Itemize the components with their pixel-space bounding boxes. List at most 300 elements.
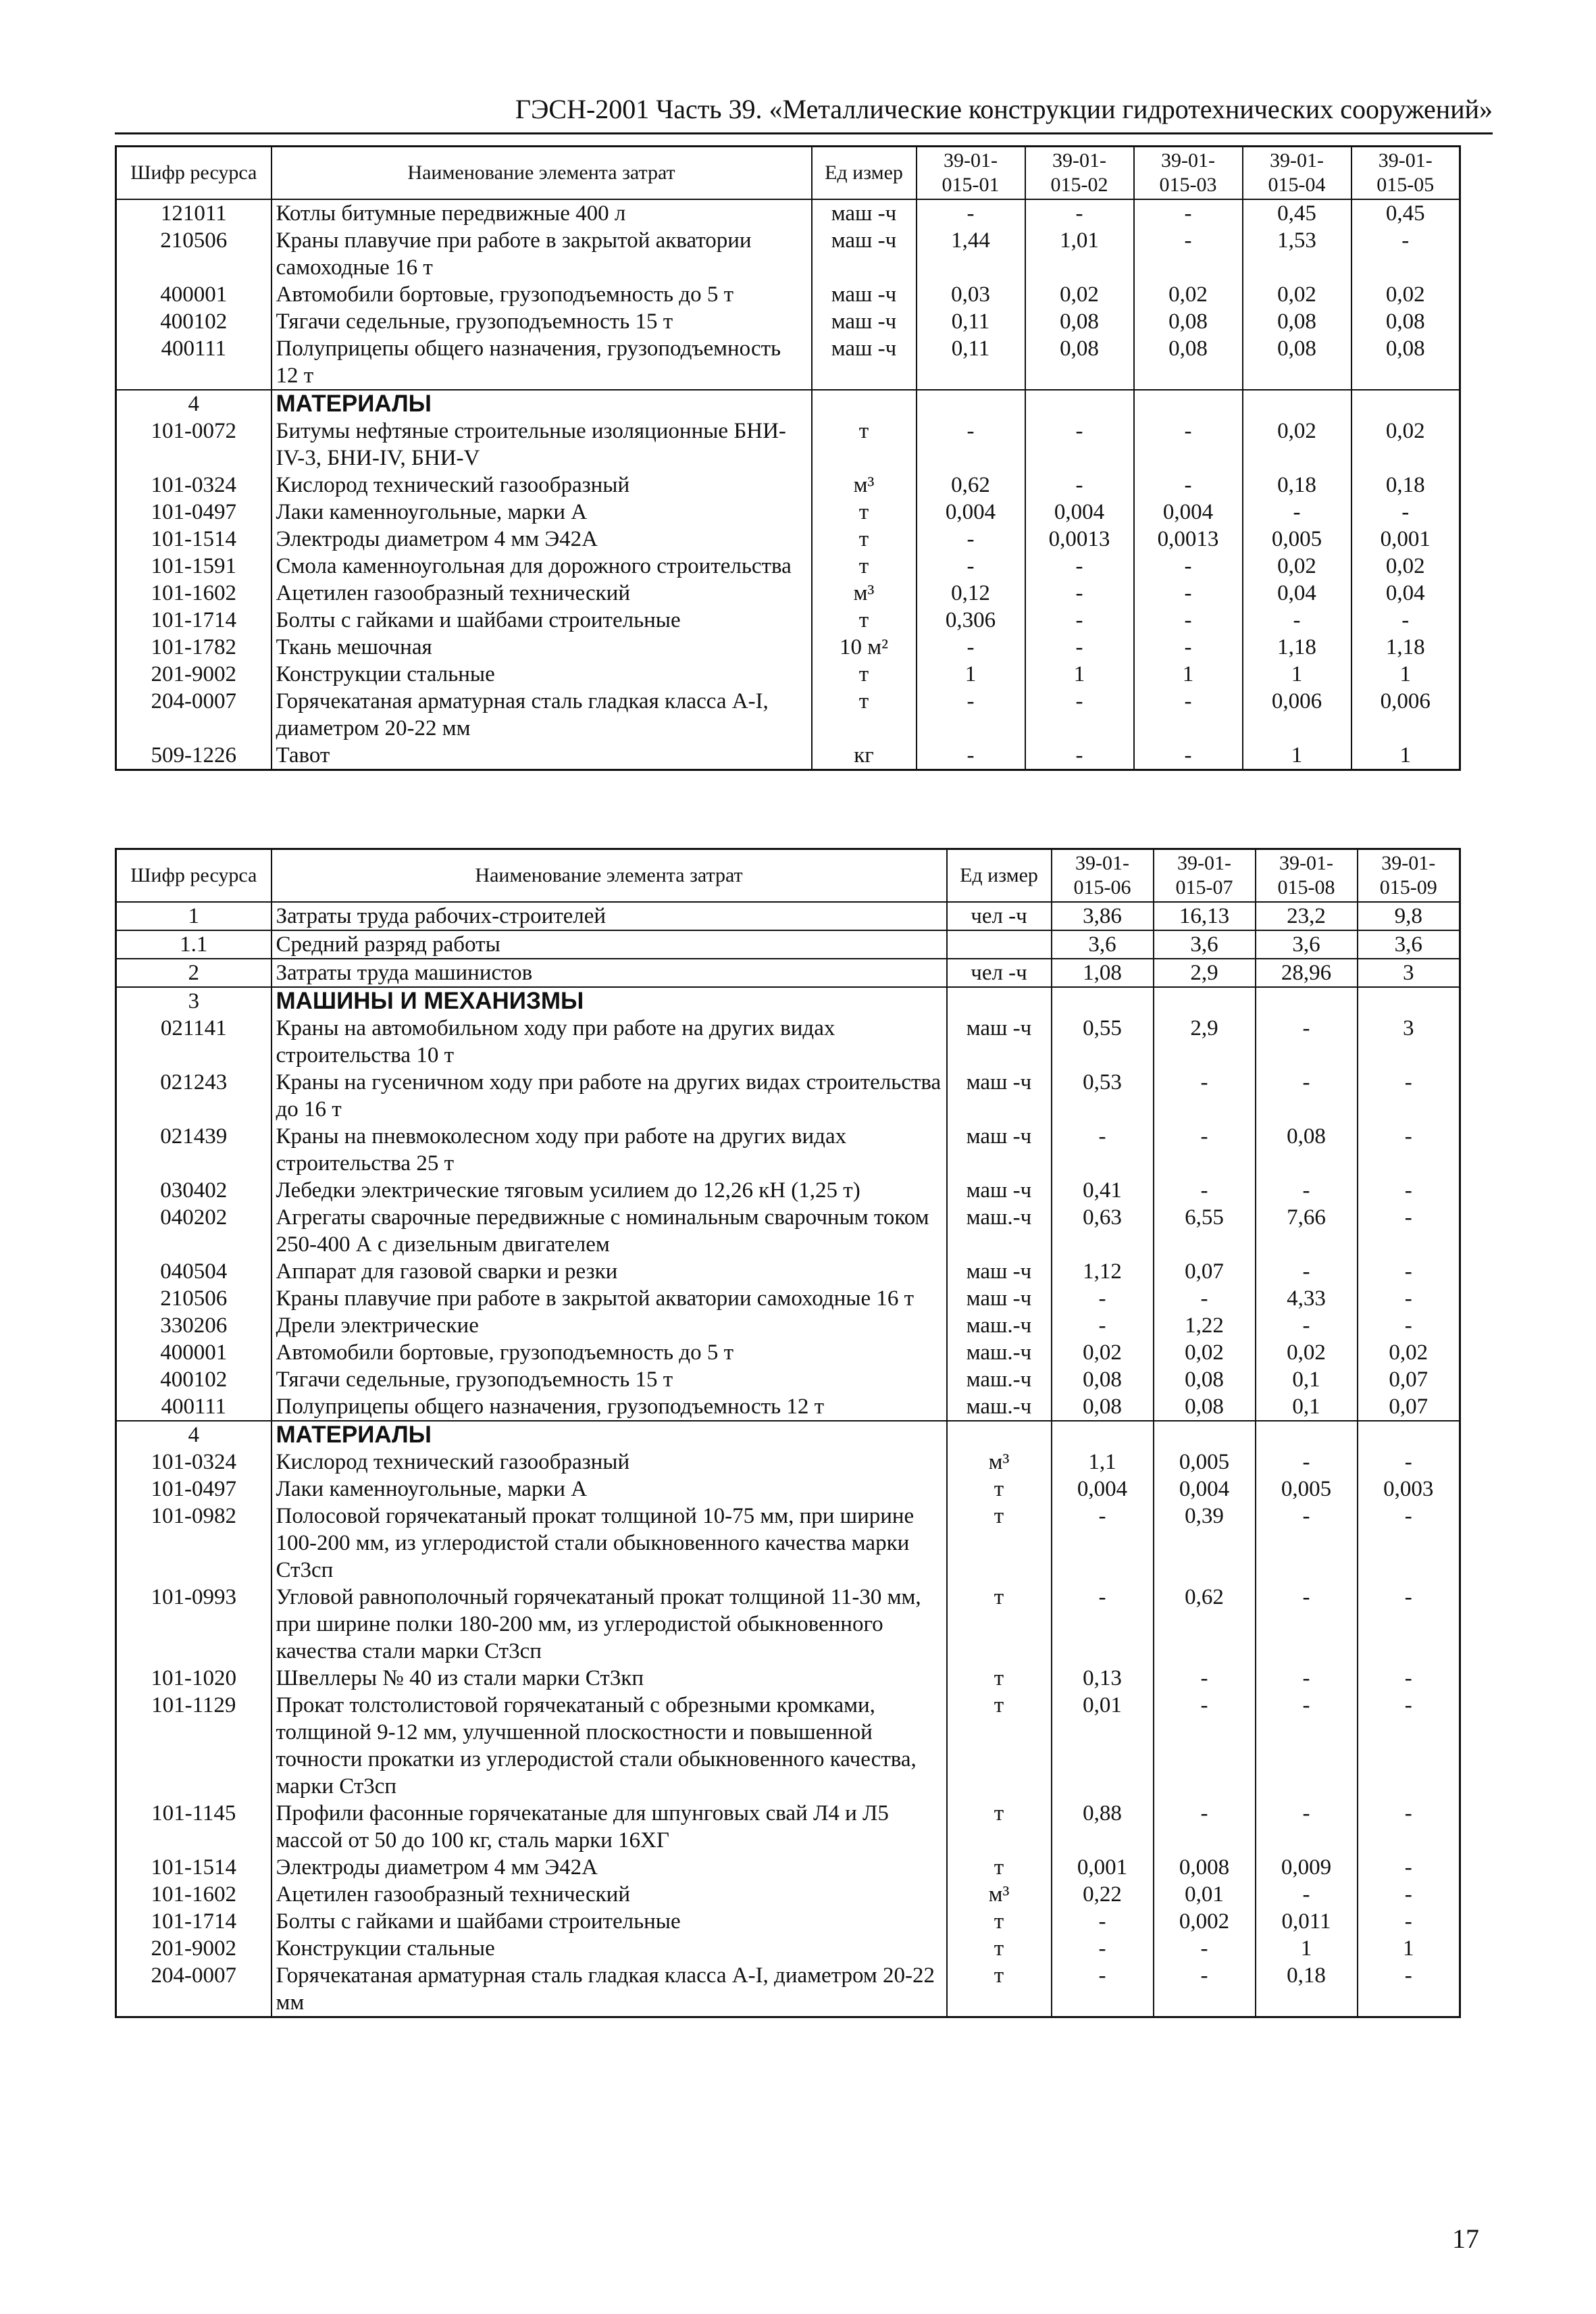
value-cell: 0,02 bbox=[1025, 281, 1134, 308]
value-cell: 0,08 bbox=[1025, 308, 1134, 335]
table-row bbox=[116, 1123, 1460, 1177]
value-cell: - bbox=[1134, 607, 1243, 634]
resource-name: Кислород технический газообразный bbox=[272, 1449, 947, 1476]
value-cell: 1,18 bbox=[1243, 634, 1352, 661]
resource-code: 101-0497 bbox=[116, 499, 272, 526]
unit-cell: т bbox=[947, 1962, 1052, 2017]
value-cell: - bbox=[1358, 1800, 1460, 1854]
value-cell bbox=[1025, 390, 1134, 418]
value-cell: - bbox=[1025, 688, 1134, 742]
value-cell: - bbox=[917, 526, 1025, 553]
unit-cell: маш -ч bbox=[947, 1123, 1052, 1177]
unit-cell: т bbox=[947, 1584, 1052, 1665]
value-cell: 9,8 bbox=[1358, 902, 1460, 930]
table-row bbox=[116, 959, 1460, 987]
unit-cell: м³ bbox=[812, 472, 917, 499]
value-cell: - bbox=[1025, 607, 1134, 634]
col-header-norm: 39-01- 015-02 bbox=[1025, 147, 1134, 199]
value-cell: 0,004 bbox=[1134, 499, 1243, 526]
value-cell: - bbox=[1256, 1015, 1358, 1069]
document-title: ГЭСН-2001 Часть 39. «Металлические конструкции гидротехнических сооружений» bbox=[115, 93, 1493, 134]
table-row bbox=[116, 1881, 1460, 1908]
unit-cell: т bbox=[812, 688, 917, 742]
unit-cell bbox=[947, 1421, 1052, 1449]
value-cell: 1 bbox=[1243, 742, 1352, 770]
value-cell: 0,005 bbox=[1154, 1449, 1256, 1476]
value-cell: - bbox=[1358, 1285, 1460, 1312]
resource-code: 509-1226 bbox=[116, 742, 272, 770]
table-row bbox=[116, 1177, 1460, 1204]
value-cell: 7,66 bbox=[1256, 1204, 1358, 1258]
value-cell: 1,53 bbox=[1243, 227, 1352, 281]
resource-code: 040202 bbox=[116, 1204, 272, 1258]
value-cell bbox=[1134, 390, 1243, 418]
value-cell: - bbox=[1052, 1503, 1154, 1584]
unit-cell: м³ bbox=[812, 580, 917, 607]
table-row bbox=[116, 499, 1460, 526]
value-cell: - bbox=[1154, 1800, 1256, 1854]
value-cell: 1 bbox=[1243, 661, 1352, 688]
value-cell: 0,004 bbox=[1025, 499, 1134, 526]
resource-code: 201-9002 bbox=[116, 661, 272, 688]
unit-cell: 10 м² bbox=[812, 634, 917, 661]
resource-name: Угловой равнополочный горячекатаный прокат толщиной 11-30 мм, при ширине полки 180-200 мм, из углеродистой обыкновенного качества стали марки Ст3сп bbox=[272, 1584, 947, 1665]
value-cell: 0,02 bbox=[1052, 1339, 1154, 1366]
value-cell: 0,006 bbox=[1352, 688, 1460, 742]
value-cell: 0,006 bbox=[1243, 688, 1352, 742]
value-cell: 0,08 bbox=[1134, 308, 1243, 335]
unit-cell: т bbox=[947, 1692, 1052, 1800]
value-cell: 0,001 bbox=[1352, 526, 1460, 553]
value-cell: - bbox=[1134, 580, 1243, 607]
value-cell: - bbox=[1358, 1503, 1460, 1584]
value-cell: - bbox=[1154, 1665, 1256, 1692]
value-cell: 0,11 bbox=[917, 308, 1025, 335]
value-cell: 0,08 bbox=[1256, 1123, 1358, 1177]
value-cell: 0,45 bbox=[1243, 199, 1352, 227]
unit-cell: маш -ч bbox=[947, 1177, 1052, 1204]
col-header-norm: 39-01- 015-08 bbox=[1256, 849, 1358, 902]
resource-code: 201-9002 bbox=[116, 1935, 272, 1962]
value-cell: 3 bbox=[1358, 1015, 1460, 1069]
value-cell: 0,02 bbox=[1134, 281, 1243, 308]
value-cell: 0,55 bbox=[1052, 1015, 1154, 1069]
resource-name: Профили фасонные горячекатаные для шпунговых свай Л4 и Л5 массой от 50 до 100 кг, сталь марки 16ХГ bbox=[272, 1800, 947, 1854]
value-cell: 0,18 bbox=[1243, 472, 1352, 499]
unit-cell: маш -ч bbox=[947, 1069, 1052, 1123]
value-cell bbox=[1154, 1421, 1256, 1449]
col-header-norm: 39-01- 015-05 bbox=[1352, 147, 1460, 199]
value-cell: 0,011 bbox=[1256, 1908, 1358, 1935]
col-header-norm: 39-01- 015-09 bbox=[1358, 849, 1460, 902]
resource-name: Горячекатаная арматурная сталь гладкая класса А-I, диаметром 20-22 мм bbox=[272, 688, 812, 742]
value-cell: 0,01 bbox=[1154, 1881, 1256, 1908]
value-cell: 0,41 bbox=[1052, 1177, 1154, 1204]
value-cell: 1,44 bbox=[917, 227, 1025, 281]
table-row bbox=[116, 526, 1460, 553]
unit-cell: маш.-ч bbox=[947, 1339, 1052, 1366]
value-cell: 0,53 bbox=[1052, 1069, 1154, 1123]
col-header-unit: Ед измер bbox=[812, 147, 917, 199]
value-cell: 0,02 bbox=[1243, 281, 1352, 308]
value-cell: 1 bbox=[1358, 1935, 1460, 1962]
unit-cell: маш -ч bbox=[812, 308, 917, 335]
unit-cell: т bbox=[947, 1935, 1052, 1962]
resource-code: 210506 bbox=[116, 227, 272, 281]
value-cell: - bbox=[1256, 1258, 1358, 1285]
value-cell bbox=[1052, 1421, 1154, 1449]
value-cell: 16,13 bbox=[1154, 902, 1256, 930]
value-cell: - bbox=[917, 418, 1025, 472]
value-cell: - bbox=[1134, 553, 1243, 580]
value-cell: 0,08 bbox=[1243, 335, 1352, 390]
page-header bbox=[115, 93, 1493, 134]
unit-cell: м³ bbox=[947, 1881, 1052, 1908]
table-row bbox=[116, 1908, 1460, 1935]
value-cell: 0,02 bbox=[1243, 418, 1352, 472]
resource-name: Битумы нефтяные строительные изоляционные БНИ-IV-3, БНИ-IV, БНИ-V bbox=[272, 418, 812, 472]
resource-name: Полуприцепы общего назначения, грузоподъемность 12 т bbox=[272, 335, 812, 390]
resource-name: Электроды диаметром 4 мм Э42А bbox=[272, 1854, 947, 1881]
value-cell: 1 bbox=[1352, 742, 1460, 770]
value-cell: - bbox=[1134, 199, 1243, 227]
table-row bbox=[116, 1854, 1460, 1881]
value-cell: 0,07 bbox=[1358, 1366, 1460, 1393]
resource-code: 204-0007 bbox=[116, 1962, 272, 2017]
value-cell: 0,18 bbox=[1352, 472, 1460, 499]
value-cell bbox=[1256, 987, 1358, 1015]
value-cell: - bbox=[1256, 1584, 1358, 1665]
resource-name: Краны плавучие при работе в закрытой акватории самоходные 16 т bbox=[272, 1285, 947, 1312]
value-cell: 0,62 bbox=[1154, 1584, 1256, 1665]
value-cell: - bbox=[1134, 418, 1243, 472]
table-row bbox=[116, 742, 1460, 770]
resource-name: Краны на автомобильном ходу при работе на других видах строительства 10 т bbox=[272, 1015, 947, 1069]
unit-cell: т bbox=[812, 418, 917, 472]
table-row bbox=[116, 1935, 1460, 1962]
resource-code: 330206 bbox=[116, 1312, 272, 1339]
value-cell: - bbox=[1134, 688, 1243, 742]
resource-code: 101-0497 bbox=[116, 1476, 272, 1503]
table-row bbox=[116, 930, 1460, 959]
unit-cell: маш -ч bbox=[812, 227, 917, 281]
value-cell: 0,08 bbox=[1352, 308, 1460, 335]
resource-name: Лебедки электрические тяговым усилием до 12,26 кН (1,25 т) bbox=[272, 1177, 947, 1204]
value-cell: 1 bbox=[1256, 1935, 1358, 1962]
resource-name: Болты с гайками и шайбами строительные bbox=[272, 607, 812, 634]
unit-cell: т bbox=[947, 1800, 1052, 1854]
table-header-row bbox=[116, 849, 1460, 902]
value-cell bbox=[1154, 987, 1256, 1015]
resource-name: Автомобили бортовые, грузоподъемность до 5 т bbox=[272, 1339, 947, 1366]
unit-cell: т bbox=[812, 499, 917, 526]
value-cell: 23,2 bbox=[1256, 902, 1358, 930]
value-cell: - bbox=[1358, 1584, 1460, 1665]
table-row bbox=[116, 472, 1460, 499]
unit-cell: т bbox=[812, 661, 917, 688]
table-row bbox=[116, 902, 1460, 930]
value-cell: 0,003 bbox=[1358, 1476, 1460, 1503]
value-cell: - bbox=[1358, 1962, 1460, 2017]
resource-code: 021141 bbox=[116, 1015, 272, 1069]
table-row bbox=[116, 1800, 1460, 1854]
value-cell: - bbox=[1052, 1285, 1154, 1312]
value-cell: - bbox=[917, 199, 1025, 227]
unit-cell: маш.-ч bbox=[947, 1204, 1052, 1258]
value-cell: 0,002 bbox=[1154, 1908, 1256, 1935]
value-cell: 3,6 bbox=[1052, 930, 1154, 959]
resource-code: 101-1714 bbox=[116, 607, 272, 634]
value-cell: 4,33 bbox=[1256, 1285, 1358, 1312]
value-cell: - bbox=[1025, 472, 1134, 499]
resource-code: 400102 bbox=[116, 1366, 272, 1393]
resource-code: 1.1 bbox=[116, 930, 272, 959]
value-cell: 2,9 bbox=[1154, 1015, 1256, 1069]
col-header-code: Шифр ресурса bbox=[116, 147, 272, 199]
section-row bbox=[116, 390, 1460, 418]
table-row bbox=[116, 661, 1460, 688]
resource-code: 021439 bbox=[116, 1123, 272, 1177]
value-cell: - bbox=[1025, 199, 1134, 227]
table-row bbox=[116, 1285, 1460, 1312]
value-cell: 1,01 bbox=[1025, 227, 1134, 281]
value-cell: - bbox=[1352, 607, 1460, 634]
value-cell: 0,07 bbox=[1154, 1258, 1256, 1285]
resource-code: 3 bbox=[116, 987, 272, 1015]
value-cell: - bbox=[1256, 1692, 1358, 1800]
value-cell bbox=[1352, 390, 1460, 418]
resource-name: Аппарат для газовой сварки и резки bbox=[272, 1258, 947, 1285]
value-cell: 0,009 bbox=[1256, 1854, 1358, 1881]
resource-name: Полуприцепы общего назначения, грузоподъемность 12 т bbox=[272, 1393, 947, 1421]
value-cell: 0,01 bbox=[1052, 1692, 1154, 1800]
value-cell bbox=[1358, 1421, 1460, 1449]
value-cell: 0,1 bbox=[1256, 1366, 1358, 1393]
value-cell: 0,13 bbox=[1052, 1665, 1154, 1692]
value-cell: 0,005 bbox=[1256, 1476, 1358, 1503]
table-row bbox=[116, 335, 1460, 390]
value-cell: 1 bbox=[1352, 661, 1460, 688]
unit-cell bbox=[947, 987, 1052, 1015]
table-row bbox=[116, 1692, 1460, 1800]
value-cell: 0,03 bbox=[917, 281, 1025, 308]
value-cell: 1,1 bbox=[1052, 1449, 1154, 1476]
value-cell: - bbox=[1052, 1312, 1154, 1339]
value-cell: - bbox=[1052, 1123, 1154, 1177]
value-cell: 0,04 bbox=[1352, 580, 1460, 607]
resource-code: 030402 bbox=[116, 1177, 272, 1204]
value-cell: 0,0013 bbox=[1025, 526, 1134, 553]
resource-name: Дрели электрические bbox=[272, 1312, 947, 1339]
resource-code: 2 bbox=[116, 959, 272, 987]
value-cell: - bbox=[1154, 1692, 1256, 1800]
resource-code: 101-0324 bbox=[116, 1449, 272, 1476]
value-cell: - bbox=[1256, 1177, 1358, 1204]
value-cell: - bbox=[1358, 1177, 1460, 1204]
resource-name: Краны на пневмоколесном ходу при работе на других видах строительства 25 т bbox=[272, 1123, 947, 1177]
value-cell: - bbox=[1025, 418, 1134, 472]
unit-cell: маш -ч bbox=[947, 1258, 1052, 1285]
resource-code: 400111 bbox=[116, 1393, 272, 1421]
value-cell: 0,005 bbox=[1243, 526, 1352, 553]
value-cell: 0,306 bbox=[917, 607, 1025, 634]
resource-code: 204-0007 bbox=[116, 688, 272, 742]
value-cell: 1,12 bbox=[1052, 1258, 1154, 1285]
unit-cell: т bbox=[812, 607, 917, 634]
unit-cell: т bbox=[947, 1503, 1052, 1584]
value-cell: - bbox=[1025, 634, 1134, 661]
value-cell bbox=[1358, 987, 1460, 1015]
unit-cell bbox=[812, 390, 917, 418]
resource-name: Краны на гусеничном ходу при работе на других видах строительства до 16 т bbox=[272, 1069, 947, 1123]
value-cell: - bbox=[1358, 1881, 1460, 1908]
table-row bbox=[116, 199, 1460, 227]
resource-name: Электроды диаметром 4 мм Э42А bbox=[272, 526, 812, 553]
resource-name: Краны плавучие при работе в закрытой акватории самоходные 16 т bbox=[272, 227, 812, 281]
value-cell: - bbox=[1243, 499, 1352, 526]
value-cell: 0,02 bbox=[1154, 1339, 1256, 1366]
resource-name: Ацетилен газообразный технический bbox=[272, 1881, 947, 1908]
value-cell: 0,45 bbox=[1352, 199, 1460, 227]
table-row bbox=[116, 281, 1460, 308]
table-row bbox=[116, 580, 1460, 607]
value-cell: 1 bbox=[1134, 661, 1243, 688]
value-cell: 0,0013 bbox=[1134, 526, 1243, 553]
value-cell: - bbox=[1154, 1123, 1256, 1177]
resource-code: 121011 bbox=[116, 199, 272, 227]
col-header-norm: 39-01- 015-06 bbox=[1052, 849, 1154, 902]
table-row bbox=[116, 1476, 1460, 1503]
col-header-code: Шифр ресурса bbox=[116, 849, 272, 902]
value-cell: - bbox=[1256, 1503, 1358, 1584]
table-row bbox=[116, 1503, 1460, 1584]
resource-name: Полосовой горячекатаный прокат толщиной 10-75 мм, при ширине 100-200 мм, из углеродистой стали обыкновенного качества марки Ст3сп bbox=[272, 1503, 947, 1584]
value-cell: - bbox=[1358, 1854, 1460, 1881]
value-cell: - bbox=[917, 634, 1025, 661]
resource-name: Конструкции стальные bbox=[272, 1935, 947, 1962]
table-row bbox=[116, 634, 1460, 661]
value-cell: 0,08 bbox=[1154, 1393, 1256, 1421]
value-cell: - bbox=[1154, 1069, 1256, 1123]
value-cell: 0,1 bbox=[1256, 1393, 1358, 1421]
unit-cell: маш -ч bbox=[812, 335, 917, 390]
value-cell: - bbox=[917, 742, 1025, 770]
value-cell: - bbox=[1243, 607, 1352, 634]
table-row bbox=[116, 1449, 1460, 1476]
unit-cell: м³ bbox=[947, 1449, 1052, 1476]
value-cell: 3 bbox=[1358, 959, 1460, 987]
value-cell: 0,004 bbox=[1154, 1476, 1256, 1503]
value-cell: - bbox=[1358, 1908, 1460, 1935]
resource-name: Тягачи седельные, грузоподъемность 15 т bbox=[272, 308, 812, 335]
section-title: МАШИНЫ И МЕХАНИЗМЫ bbox=[272, 987, 947, 1015]
value-cell: - bbox=[1025, 553, 1134, 580]
value-cell: 3,6 bbox=[1358, 930, 1460, 959]
value-cell: 1 bbox=[1025, 661, 1134, 688]
resource-code: 101-0072 bbox=[116, 418, 272, 472]
value-cell: 1,08 bbox=[1052, 959, 1154, 987]
page-number: 17 bbox=[1452, 2223, 1479, 2254]
value-cell: 0,02 bbox=[1256, 1339, 1358, 1366]
resource-code: 101-1591 bbox=[116, 553, 272, 580]
table-row bbox=[116, 418, 1460, 472]
col-header-norm: 39-01- 015-01 bbox=[917, 147, 1025, 199]
unit-cell: т bbox=[812, 553, 917, 580]
value-cell: - bbox=[1052, 1584, 1154, 1665]
value-cell: - bbox=[1256, 1069, 1358, 1123]
resource-code: 101-1602 bbox=[116, 580, 272, 607]
resource-name: Конструкции стальные bbox=[272, 661, 812, 688]
resource-code: 021243 bbox=[116, 1069, 272, 1123]
value-cell: 3,6 bbox=[1256, 930, 1358, 959]
value-cell: - bbox=[1358, 1312, 1460, 1339]
value-cell: 0,07 bbox=[1358, 1393, 1460, 1421]
value-cell: - bbox=[1052, 1962, 1154, 2017]
table-header-row bbox=[116, 147, 1460, 199]
value-cell: - bbox=[1134, 634, 1243, 661]
resource-code: 4 bbox=[116, 390, 272, 418]
resource-code: 101-1782 bbox=[116, 634, 272, 661]
table-row bbox=[116, 1312, 1460, 1339]
unit-cell: т bbox=[947, 1854, 1052, 1881]
value-cell: - bbox=[1256, 1881, 1358, 1908]
resource-code: 101-0324 bbox=[116, 472, 272, 499]
col-header-name: Наименование элемента затрат bbox=[272, 849, 947, 902]
value-cell: 0,08 bbox=[1134, 335, 1243, 390]
value-cell: - bbox=[1052, 1935, 1154, 1962]
table-row bbox=[116, 1393, 1460, 1421]
value-cell: 0,18 bbox=[1256, 1962, 1358, 2017]
table-row bbox=[116, 1366, 1460, 1393]
section-title: МАТЕРИАЛЫ bbox=[272, 390, 812, 418]
resource-name: Лаки каменноугольные, марки А bbox=[272, 499, 812, 526]
resource-code: 4 bbox=[116, 1421, 272, 1449]
resource-name: Затраты труда рабочих-строителей bbox=[272, 902, 947, 930]
table-row bbox=[116, 1962, 1460, 2017]
value-cell: 1,18 bbox=[1352, 634, 1460, 661]
resource-name: Смола каменноугольная для дорожного строительства bbox=[272, 553, 812, 580]
table-row bbox=[116, 607, 1460, 634]
value-cell: 0,22 bbox=[1052, 1881, 1154, 1908]
value-cell: - bbox=[1358, 1692, 1460, 1800]
value-cell: - bbox=[1025, 580, 1134, 607]
table-row bbox=[116, 1665, 1460, 1692]
section-row bbox=[116, 987, 1460, 1015]
resource-table-1 bbox=[115, 145, 1461, 771]
value-cell: 0,08 bbox=[1052, 1393, 1154, 1421]
resource-name: Ацетилен газообразный технический bbox=[272, 580, 812, 607]
value-cell: 0,08 bbox=[1243, 308, 1352, 335]
unit-cell: т bbox=[812, 526, 917, 553]
value-cell: - bbox=[1256, 1449, 1358, 1476]
unit-cell: маш.-ч bbox=[947, 1393, 1052, 1421]
value-cell: 0,63 bbox=[1052, 1204, 1154, 1258]
resource-code: 400001 bbox=[116, 1339, 272, 1366]
col-header-norm: 39-01- 015-04 bbox=[1243, 147, 1352, 199]
value-cell bbox=[1243, 390, 1352, 418]
resource-name: Лаки каменноугольные, марки А bbox=[272, 1476, 947, 1503]
value-cell: 3,6 bbox=[1154, 930, 1256, 959]
value-cell: - bbox=[1352, 499, 1460, 526]
value-cell: 2,9 bbox=[1154, 959, 1256, 987]
value-cell: - bbox=[1256, 1800, 1358, 1854]
value-cell: - bbox=[1352, 227, 1460, 281]
resource-name: Агрегаты сварочные передвижные с номинальным сварочным током 250-400 А с дизельным двигателем bbox=[272, 1204, 947, 1258]
unit-cell bbox=[947, 930, 1052, 959]
resource-name: Затраты труда машинистов bbox=[272, 959, 947, 987]
table-row bbox=[116, 1258, 1460, 1285]
resource-code: 400111 bbox=[116, 335, 272, 390]
